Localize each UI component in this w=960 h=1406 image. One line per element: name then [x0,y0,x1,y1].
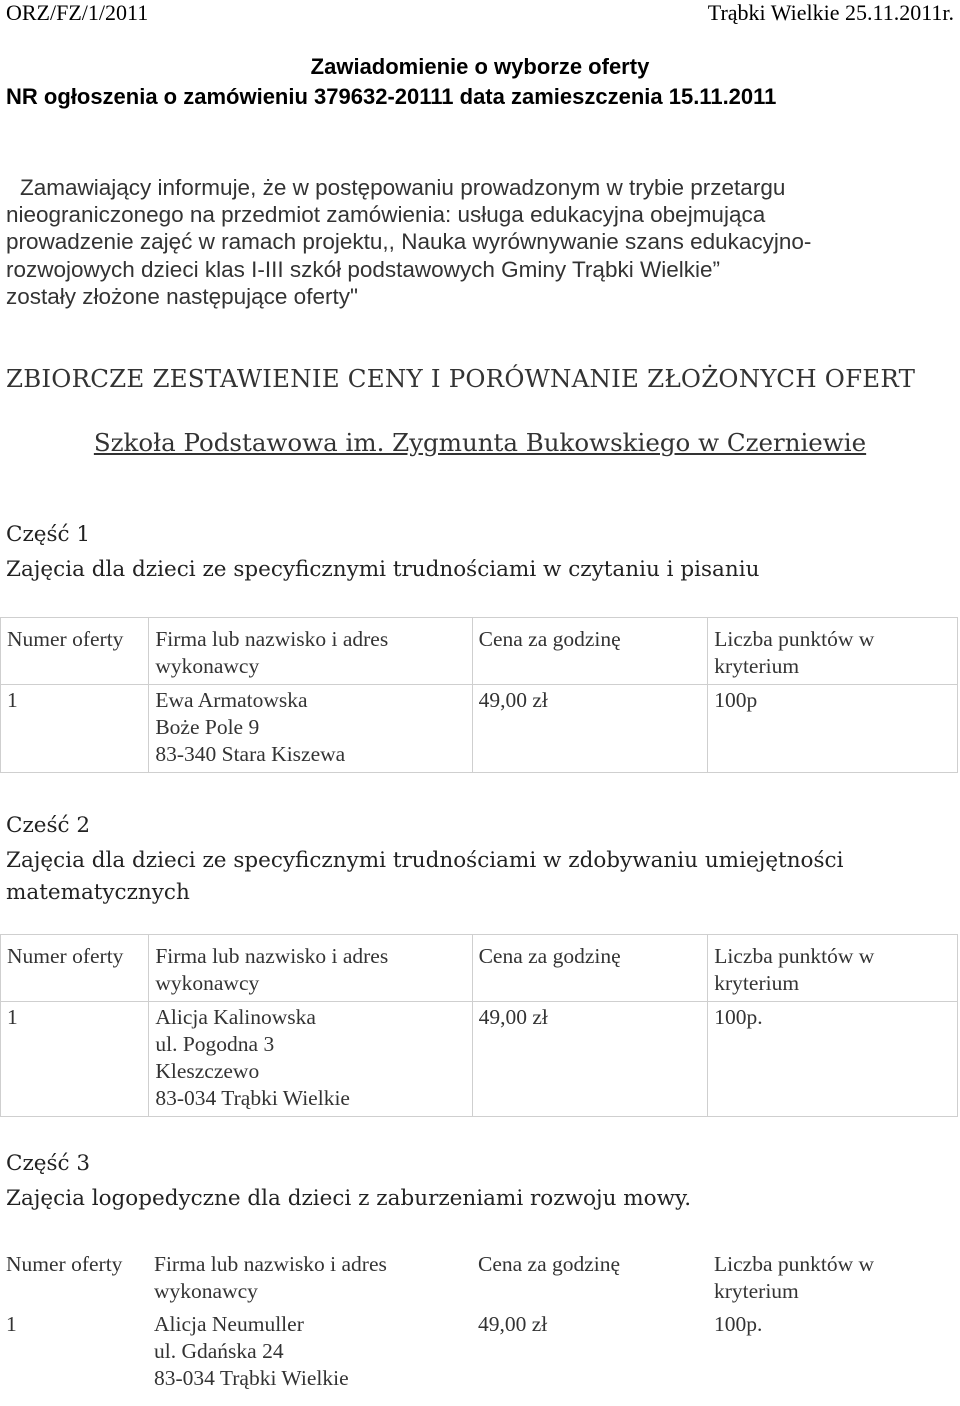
intro-line: prowadzenie zajęć w ramach projektu,, Nauka wyrównywanie szans edukacyjno- [6,229,812,255]
summary-title: ZBIORCZE ZESTAWIENIE CENY I PORÓWNANIE ZŁOŻONYCH OFERT [6,364,916,393]
header-firm: Firma lub nazwisko i adres wykonawcy [155,944,389,995]
table-header-row [1,618,958,685]
part-title-line: Zajęcia dla dzieci ze specyficznymi trudnościami w zdobywaniu umiejętności [6,848,844,873]
offer-price: 49,00 zł [478,688,548,712]
part-2-offer-table [0,934,958,1117]
table-row [0,1309,958,1396]
part-title-line: Zajęcia dla dzieci ze specyficznymi trudnościami w czytaniu i pisaniu [6,557,760,582]
offer-address: Alicja Neumuller ul. Gdańska 24 83-034 Trąbki Wielkie [154,1312,349,1390]
offer-number: 1 [7,688,18,712]
intro-line: nieograniczonego na przedmiot zamówienia: usługa edukacyjna obejmująca [6,202,766,228]
part-title-line: Zajęcia logopedyczne dla dzieci z zaburzeniami rozwoju mowy. [6,1186,692,1211]
intro-paragraph [6,174,954,310]
offer-points: 100p. [714,1005,763,1029]
offer-price: 49,00 zł [478,1312,548,1336]
part-3-title [6,1183,946,1215]
header-number: Numer oferty [7,944,124,968]
offer-points: 100p. [714,1312,763,1336]
header-number: Numer oferty [6,1252,123,1276]
part-1-offer-table [0,617,958,773]
header-price: Cena za godzinę [478,1252,621,1276]
offer-number: 1 [6,1312,17,1336]
offer-address: Alicja Kalinowska ul. Pogodna 3 Kleszczewo 83-034 Trąbki Wielkie [155,1005,350,1110]
part-title-line: matematycznych [6,880,190,905]
offer-points: 100p [714,688,758,712]
part-1-heading: Część 1 [6,522,91,547]
offer-number: 1 [7,1005,18,1029]
part-2-heading: Cześć 2 [6,813,91,838]
intro-line: zostały złożone następujące oferty" [6,283,358,309]
header-points: Liczba punktów w kryterium [714,1252,875,1303]
part-3-heading: Część 3 [6,1151,91,1176]
announcement-number: NR ogłoszenia o zamówieniu 379632-20111 data zamieszczenia 15.11.2011 [6,84,777,109]
table-header-row [1,935,958,1002]
header-price: Cena za godzinę [478,627,621,651]
intro-line: Zamawiający informuje, że w postępowaniu prowadzonym w trybie przetargu [20,175,786,200]
place-and-date: Trąbki Wielkie 25.11.2011r. [707,0,954,25]
table-row [1,685,958,773]
header-points: Liczba punktów w kryterium [714,627,875,678]
header-points: Liczba punktów w kryterium [714,944,875,995]
header-number: Numer oferty [7,627,124,651]
document-reference: ORZ/FZ/1/2011 [6,0,149,25]
notice-title: Zawiadomienie o wyborze oferty [310,54,650,79]
offer-address: Ewa Armatowska Boże Pole 9 83-340 Stara Kiszewa [155,688,346,766]
part-2-title [6,845,946,909]
header-price: Cena za godzinę [478,944,621,968]
part-1-title [6,554,946,586]
school-name: Szkoła Podstawowa im. Zygmunta Bukowskiego w Czerniewie [93,428,867,457]
header-firm: Firma lub nazwisko i adres wykonawcy [155,627,389,678]
intro-line: rozwojowych dzieci klas I-III szkół podstawowych Gminy Trąbki Wielkie” [6,256,720,282]
table-row [1,1002,958,1117]
header-firm: Firma lub nazwisko i adres wykonawcy [154,1252,387,1303]
table-header-row [0,1243,958,1309]
part-3-offer-table [0,1243,958,1396]
offer-price: 49,00 zł [478,1005,548,1029]
